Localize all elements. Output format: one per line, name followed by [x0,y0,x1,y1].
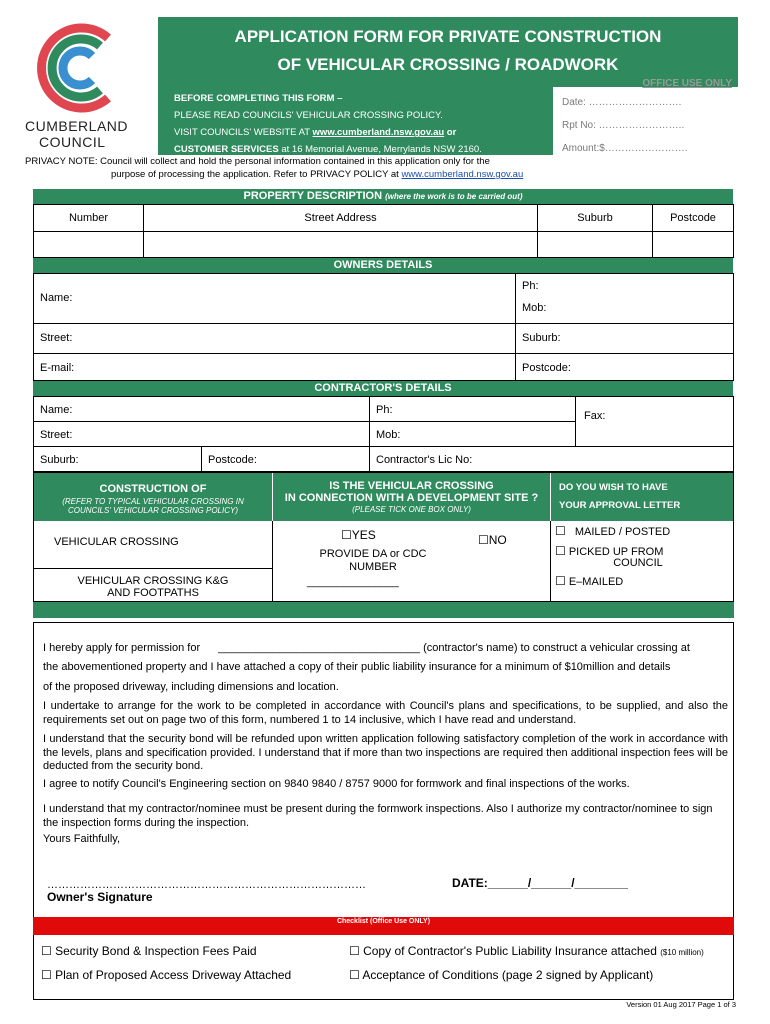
owner-suburb-field[interactable]: Suburb: [516,324,733,354]
development-yes-checkbox[interactable]: ☐YES [341,528,376,542]
property-street-field[interactable] [144,232,538,258]
declaration-p8: Yours Faithfully, [43,833,121,845]
property-table [33,204,734,258]
office-use-title: OFFICE USE ONLY [642,78,732,89]
check-acceptance[interactable]: ☐ Acceptance of Conditions (page 2 signed by Applicant) [349,968,654,982]
contractor-phone-field[interactable]: Ph: [370,397,576,422]
construction-kg-option[interactable]: VEHICULAR CROSSING K&G AND FOOTPATHS [34,569,273,602]
development-sub: (PLEASE TICK ONE BOX ONLY) [352,505,471,514]
property-bar: PROPERTY DESCRIPTION (where the work is to be carried out) [33,189,733,204]
date-field[interactable]: DATE:______/______/________ [452,876,628,890]
development-header [273,473,550,521]
privacy-note [25,155,555,181]
declaration-p1: I hereby apply for permission for _________________________________ (contractor's name) to construct a vehicular crossing at [43,642,690,654]
instr-line-1: BEFORE COMPLETING THIS FORM – [174,93,343,104]
development-answer [273,521,551,603]
declaration-p5: I understand that the security bond will be refunded upon written application following satisfactory completion of the work in accordance with the levels, plans and specification provided. I understand that if more than two inspections are required then additional inspection fees will be deducted from the security bond. [43,733,728,772]
check-driveway-plan[interactable]: ☐ Plan of Proposed Access Driveway Attached [41,968,292,982]
office-rpt: Rpt No: …………………….. [562,120,685,131]
check-security-bond[interactable]: ☐ Security Bond & Inspection Fees Paid [41,944,257,958]
title-line-1: APPLICATION FORM FOR PRIVATE CONSTRUCTION [234,27,662,46]
logo-text-2: COUNCIL [39,134,106,150]
property-number-field[interactable] [34,232,144,258]
contractor-postcode-field[interactable]: Postcode: [202,447,370,472]
construction-vc-option[interactable]: VEHICULAR CROSSING [34,521,273,569]
construction-sub-2: COUNCILS' VEHICULAR CROSSING POLICY) [67,506,238,515]
declaration-p2: the abovementioned property and I have attached a copy of their public liability insurance for a minimum of $10million and details [43,661,671,673]
property-number-header: Number [34,205,144,232]
approval-title-1: DO YOU WISH TO HAVE [559,482,668,493]
form-title [158,17,738,87]
instr-line-2: PLEASE READ COUNCILS' VEHICULAR CROSSING POLICY. [174,110,443,121]
mailed-option[interactable]: ☐ MAILED / POSTED [555,524,671,538]
instructions-box [158,85,553,155]
check-insurance[interactable]: ☐ Copy of Contractor's Public Liability Insurance attached ($10 million) [349,944,704,958]
approval-header [551,473,733,521]
owner-email-field[interactable]: E-mail: [34,354,516,381]
declaration-p4: I undertake to arrange for the work to be completed in accordance with Council's plans and specifications, to be supplied, and also the requirements set out on page two of this form, numbered 1 to 14 inclusive, which I have read and understand. [43,700,728,726]
contractor-mob-field[interactable]: Mob: [370,422,576,447]
property-postcode-field[interactable] [653,232,733,258]
declaration-p6: I agree to notify Council's Engineering section on 9840 9840 / 8757 9000 for formwork and final inspections of the works. [43,778,630,790]
office-amount: Amount:$……………………. [562,143,688,154]
instr-line-3: VISIT COUNCILS' WEBSITE AT www.cumberland.nsw.gov.au or [174,127,457,138]
da-label-1: PROVIDE DA or CDC [319,548,427,560]
title-line-2: OF VEHICULAR CROSSING / ROADWORK [277,55,619,74]
privacy-line-2: purpose of processing the application. Refer to PRIVACY POLICY at www.cumberland.nsw.gov.au [111,169,524,180]
property-street-header: Street Address [144,205,538,232]
contractor-bar: CONTRACTOR'S DETAILS [33,381,733,396]
declaration-p7: I understand that my contractor/nominee must be present during the formwork inspections. Also I authorize my contractor/nominee to sign the inspection forms during the inspection. [43,803,713,829]
construction-section [33,472,734,602]
picked-up-option[interactable]: ☐ PICKED UP FROM [555,544,664,558]
development-title-2: IN CONNECTION WITH A DEVELOPMENT SITE ? [284,492,539,504]
declaration-p3: of the proposed driveway, including dimensions and location. [43,681,339,693]
da-label-2: NUMBER [349,561,397,573]
picked-up-label-2: COUNCIL [613,557,663,569]
construction-header [34,473,272,521]
owners-table [33,273,734,381]
owners-bar: OWNERS DETAILS [33,258,733,273]
da-number-field[interactable]: _______________ [307,576,399,588]
section-divider [33,602,734,618]
contractor-suburb-field[interactable]: Suburb: [34,447,202,472]
council-logo [25,18,135,153]
development-no-checkbox[interactable]: ☐NO [478,533,507,547]
council-logo-icon [30,18,130,118]
contractor-name-field[interactable]: Name: [34,397,370,422]
development-title-1: IS THE VEHICULAR CROSSING [329,480,494,492]
contractor-table [33,396,734,472]
approval-title-2: YOUR APPROVAL LETTER [559,500,681,511]
property-postcode-header: Postcode [653,205,733,232]
emailed-option[interactable]: ☐ E–MAILED [555,574,624,588]
approval-options [551,521,733,603]
checklist-bar: Checklist (Office Use ONLY) [33,917,734,935]
owner-phone-field[interactable]: Ph: Mob: [516,274,733,324]
privacy-line-1: PRIVACY NOTE: Council will collect and hold the personal information contained in this application only for the [25,156,490,167]
construction-sub-1: (REFER TO TYPICAL VEHICULAR CROSSING IN [62,497,244,506]
signature-label: Owner's Signature [47,890,153,904]
page-footer: Version 01 Aug 2017 Page 1 of 3 [626,1000,736,1009]
contractor-fax-field[interactable]: Fax: [576,397,733,447]
owner-postcode-field[interactable]: Postcode: [522,362,571,374]
owner-street-field[interactable]: Street: [34,324,516,354]
contractor-lic-field[interactable]: Contractor's Lic No: [376,454,473,466]
owner-name-field[interactable]: Name: [34,274,516,324]
contractor-street-field[interactable]: Street: [34,422,370,447]
office-use-box [562,78,732,159]
privacy-link[interactable]: www.cumberland.nsw.gov.au [401,169,524,180]
signature-field[interactable]: …………………………………………………………………………… [47,879,366,891]
office-date: Date: ………………………. [562,97,682,108]
logo-text-1: CUMBERLAND [25,118,129,134]
property-suburb-header: Suburb [538,205,653,232]
construction-title: CONSTRUCTION OF [99,483,207,495]
website-link[interactable]: www.cumberland.nsw.gov.au [312,127,445,138]
instr-line-4: CUSTOMER SERVICES at 16 Memorial Avenue, Merrylands NSW 2160. [174,144,482,155]
property-suburb-field[interactable] [538,232,653,258]
